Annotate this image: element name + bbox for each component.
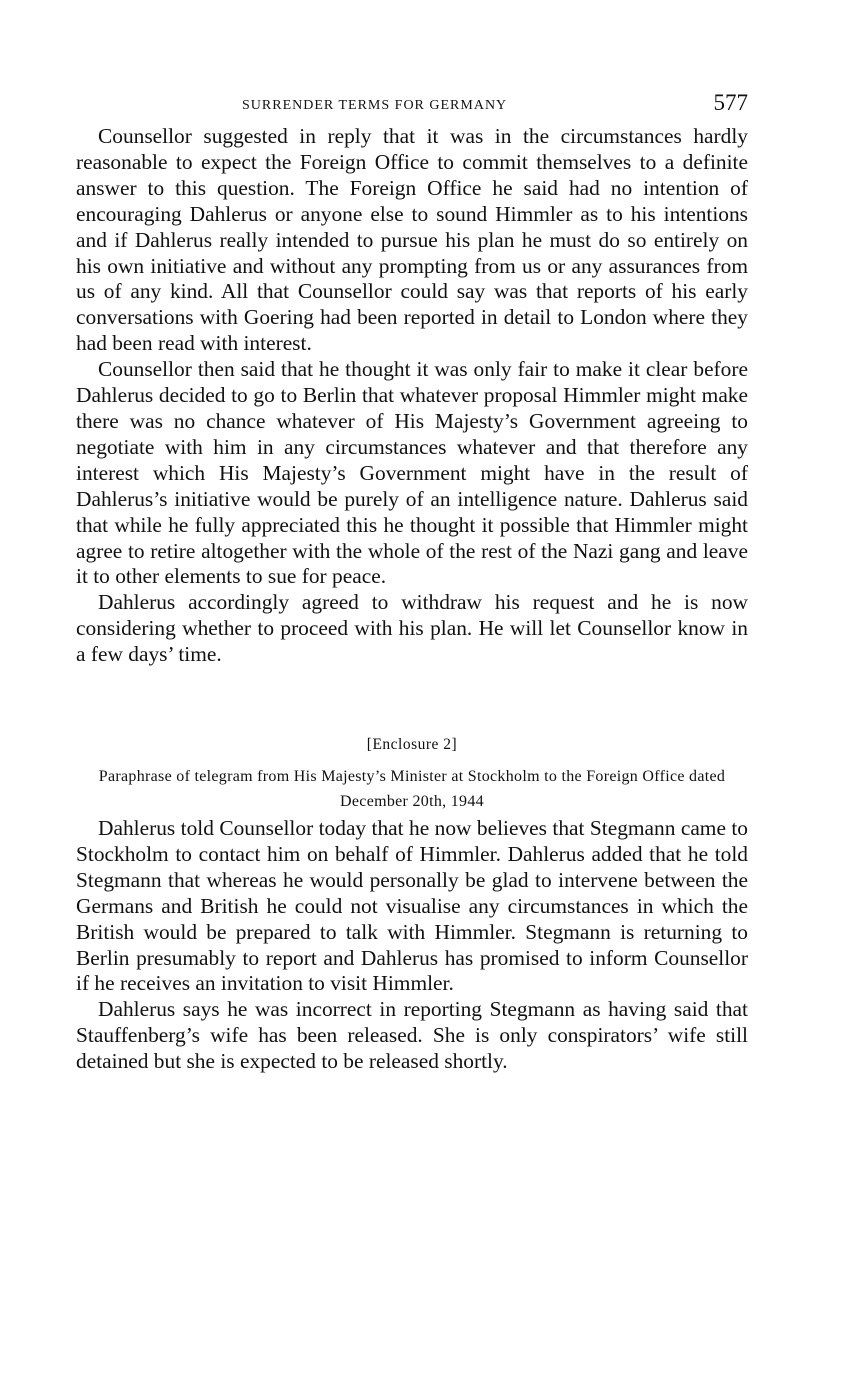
enclosure-block [76, 736, 748, 1075]
enclosure-heading: Paraphrase of telegram from His Majesty’s Minister at Stockholm to the Foreign Office dated December 20th, 1944 [98, 768, 726, 811]
section-body [76, 124, 748, 668]
paragraph: Counsellor suggested in reply that it was in the circumstances hardly reasonable to expect the Foreign Office to commit themselves to a definite answer to this question. The Foreign Office he said had no intention of encouraging Dahlerus or anyone else to sound Himmler as to his intentions and if Dahlerus really intended to pursue his plan he must do so entirely on his own initiative and without any prompting from us or any assurances from us of any kind. All that Counsellor could say was that reports of his early conversations with Goering had been reported in detail to London where they had been read with interest. [76, 124, 748, 356]
paragraph: Counsellor then said that he thought it was only fair to make it clear before Dahlerus decided to go to Berlin that whatever proposal Himmler might make there was no chance whatever of His Majesty’s Government agreeing to negotiate with him in any circumstances whatever and that therefore any interest which His Majesty’s Government might have in the result of Dahlerus’s initiative would be purely of an intelligence nature. Dahlerus said that while he fully appreciated this he thought it possible that Himmler might agree to retire altogether with the whole of the rest of the Nazi gang and leave it to other elements to sue for peace. [76, 357, 748, 589]
paragraph: Dahlerus says he was incorrect in reporting Stegmann as having said that Stauffenberg’s wife has been released. She is only conspirators’ wife still detained but she is expected to be released shortly. [76, 997, 748, 1074]
enclosure-label: [Enclosure 2] [366, 736, 458, 754]
running-head [76, 88, 748, 124]
running-title: SURRENDER TERMS FOR GERMANY [242, 98, 508, 113]
document-page [76, 88, 748, 1075]
paragraph: Dahlerus told Counsellor today that he now believes that Stegmann came to Stockholm to contact him on behalf of Himmler. Dahlerus added that he told Stegmann that whereas he would personally be glad to intervene between the Germans and British he could not visualise any circumstances in which the British would be prepared to talk with Himmler. Stegmann is returning to Berlin presumably to report and Dahlerus has promised to inform Counsellor if he receives an invitation to visit Himmler. [76, 816, 748, 996]
paragraph: Dahlerus accordingly agreed to withdraw his request and he is now considering whether to proceed with his plan. He will let Counsellor know in a few days’ time. [76, 590, 748, 667]
page-number: 577 [713, 90, 748, 115]
